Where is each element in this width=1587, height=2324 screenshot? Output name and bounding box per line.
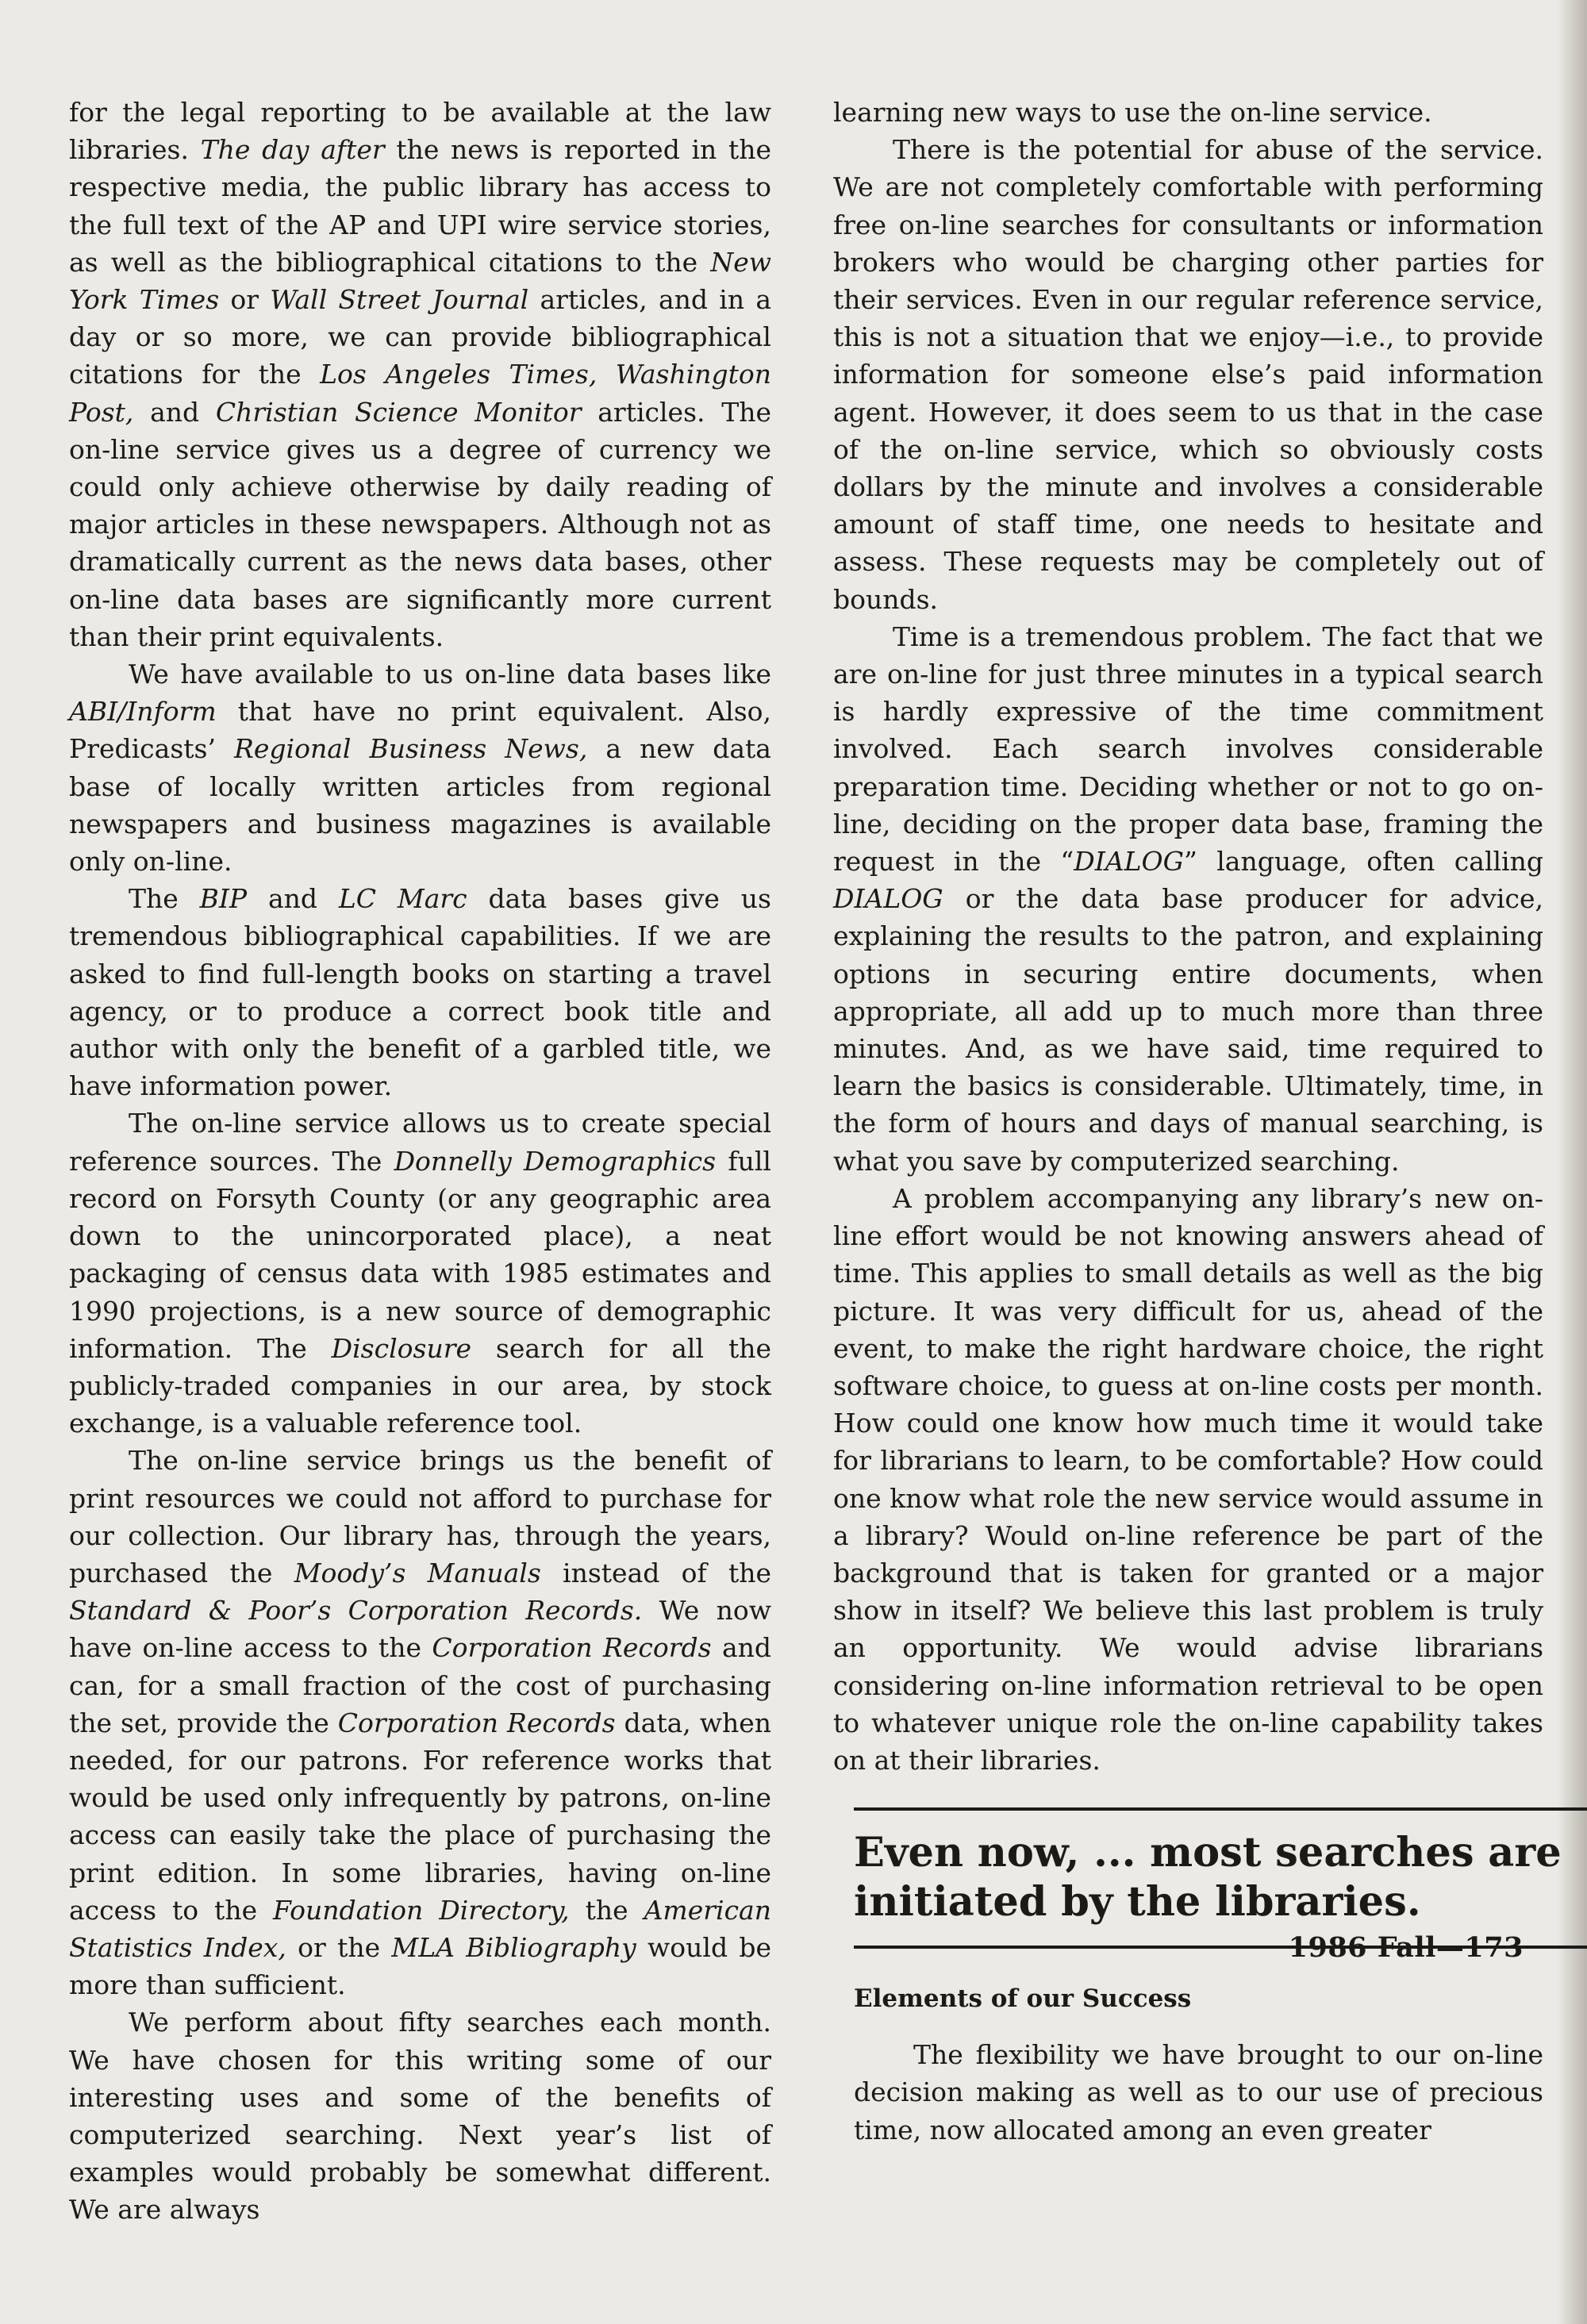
text-run: or the xyxy=(286,1931,392,1963)
pull-quote xyxy=(854,1807,1587,1949)
text-run: instead of the xyxy=(540,1557,771,1588)
italic-title: ABI/Inform xyxy=(69,696,217,728)
section-heading: Elements of our Success xyxy=(854,1984,1192,2014)
paragraph-p4 xyxy=(69,1104,771,1442)
italic-title: The day after xyxy=(200,134,385,166)
text-run: that have no print equivalent. Also, Predicasts’ xyxy=(69,696,771,765)
paragraph-r4 xyxy=(833,1180,1543,1779)
text-run: articles. The on-line service gives us a degree of currency we could only achieve otherwise by daily reading of major articles in these newspapers. Although not as dramatically current as the news data bases, other on-line data bases are significantly more current than their print equivalents. xyxy=(69,396,771,652)
text-run: A problem accompanying any library’s new on-line effort would be not knowing answers ahead of time. This applies to small details as well as the big picture. It was very difficult for us, ahead of the event, to make the right hardware choice, the right software choice, to guess at on-line costs per month. How could one know how much time it would take for librarians to learn, to be comfortable? How could one know what role the new service would assume in a library? Would on-line reference be part of the background that is taken for granted or a major show in itself? We believe this last problem is truly an opportunity. We would advise librarians considering on-line information retrieval to be open to whatever unique role the on-line capability takes on at their libraries. xyxy=(833,1182,1543,1776)
text-run: Time is a tremendous problem. The fact that we are on-line for just three minutes in a typical search is hardly expressive of the time commitment involved. Each search involves considerable preparation time. Deciding whether or not to go on-line, deciding on the proper data base, framing the request in the “ xyxy=(833,620,1543,878)
text-run: and xyxy=(247,883,339,915)
text-run: ” language, often calling xyxy=(1183,846,1543,878)
paragraph-p1 xyxy=(69,94,771,655)
text-run: and xyxy=(133,396,216,428)
paragraph-r1 xyxy=(833,94,1543,131)
text-run: The on-line service brings us the benefit of print resources we could not afford to purchase for our collection. Our library has, through the years, purchased the xyxy=(69,1445,771,1588)
right-column xyxy=(833,94,1562,2149)
italic-title: Foundation Directory, xyxy=(273,1894,570,1926)
text-run: or the data base producer for advice, explaining the results to the patron, and explaining options in securing entire documents, when appropriate, all add up to much more than three minutes. And, as we have said, time required to learn the basics is considerable. Ultimately, time, in the form of hours and days of manual searching, is what you save by computerized searching. xyxy=(833,883,1543,1177)
text-run: articles, and in a day or so more, we can provide bibliographical citations for the xyxy=(69,284,772,390)
text-run: would be more than sufficient. xyxy=(69,1931,772,2001)
italic-title: DIALOG xyxy=(1074,846,1184,878)
text-run: data, when needed, for our patrons. For reference works that would be used only infrequently by patrons, on-line access can easily take the place of purchasing the print edition. In some libraries, having on-line access to the xyxy=(69,1707,771,1926)
text-run: We have available to us on-line data bases like xyxy=(129,659,771,690)
italic-title: Corporation Records xyxy=(432,1632,712,1664)
italic-title: LC Marc xyxy=(338,883,467,915)
text-run: The on-line service allows us to create special reference sources. The xyxy=(69,1108,771,1177)
italic-title: Moody’s Manuals xyxy=(294,1557,541,1588)
text-run: data bases give us tremendous bibliographical capabilities. If we are asked to find full-length books on starting a travel agency, or to produce a correct book title and author with only the benefit of a garbled title, we have information power. xyxy=(69,883,771,1102)
italic-title: Wall Street Journal xyxy=(270,284,529,316)
italic-title: New York Times xyxy=(69,246,771,316)
text-run: the news is reported in the respective media, the public library has access to the full text of the AP and UPI wire service stories, as well as the bibliographical citations to the xyxy=(69,134,771,278)
text-run: full record on Forsyth County (or any geographic area down to the unincorporated place), a neat packaging of census data with 1985 estimates and 1990 projections, is a new source of demographic information. The xyxy=(69,1145,771,1364)
text-run: search for all the publicly-traded companies in our area, by stock exchange, is a valuable reference tool. xyxy=(69,1332,771,1439)
italic-title: MLA Bibliography xyxy=(391,1931,636,1963)
text-run: the xyxy=(569,1894,644,1926)
italic-title: BIP xyxy=(199,883,248,915)
text-run: a new data base of locally written articles from regional newspapers and business magazines is available only on-line. xyxy=(69,733,771,878)
italic-title: Corporation Records xyxy=(337,1707,616,1738)
italic-title: Regional Business News, xyxy=(234,733,588,765)
text-run: The xyxy=(129,883,200,915)
paragraph-p6 xyxy=(69,2003,771,2228)
left-column xyxy=(69,94,771,2229)
final-paragraph-wrap xyxy=(854,2036,1543,2149)
text-run: We perform about fifty searches each month. We have chosen for this writing some of our interesting uses and some of the benefits of computerized searching. Next year’s list of examples would probably be somewhat different. We are always xyxy=(69,2007,771,2226)
text-run: learning new ways to use the on-line service. xyxy=(833,97,1432,128)
paragraph-p5 xyxy=(69,1442,771,2003)
italic-title: Standard & Poor’s Corporation Records. xyxy=(69,1595,643,1627)
italic-title: DIALOG xyxy=(833,883,943,915)
final-paragraph: The flexibility we have brought to our on-line decision making as well as to our use of precious time, now allocated among an even greater xyxy=(854,2039,1543,2145)
italic-title: American Statistics Index, xyxy=(69,1894,771,1963)
text-run: We now have on-line access to the xyxy=(69,1595,771,1664)
paragraph-r2 xyxy=(833,131,1543,618)
text-run: There is the potential for abuse of the service. We are not completely comfortable with performing free on-line searches for consultants or information brokers who would be charging other parties for their services. Even in our regular reference service, this is not a situation that we enjoy—i.e., to provide information for someone else’s paid information agent. However, it does seem to us that in the case of the on-line service, which so obviously costs dollars by the minute and involves a considerable amount of staff time, one needs to hesitate and assess. These requests may be completely out of bounds. xyxy=(833,134,1543,615)
text-run: for the legal reporting to be available at the law libraries. xyxy=(69,97,771,166)
text-run: or xyxy=(219,284,271,316)
italic-title: Donnelly Demographics xyxy=(394,1145,717,1177)
text-run: and can, for a small fraction of the cost of purchasing the set, provide the xyxy=(69,1632,772,1738)
italic-title: Los Angeles Times, Washington Post, xyxy=(69,359,772,428)
italic-title: Disclosure xyxy=(331,1332,472,1364)
italic-title: Christian Science Monitor xyxy=(215,396,582,428)
right-column-body xyxy=(833,94,1543,1779)
paragraph-p3 xyxy=(69,880,771,1104)
paragraph-p2 xyxy=(69,655,771,880)
page-edge-shadow xyxy=(1557,0,1587,2324)
paragraph-r3 xyxy=(833,618,1543,1180)
page-folio: 1986 Fall—173 xyxy=(1288,1931,1524,1964)
pull-quote-text: Even now, ... most searches are initiated by the libraries. xyxy=(854,1829,1562,1926)
